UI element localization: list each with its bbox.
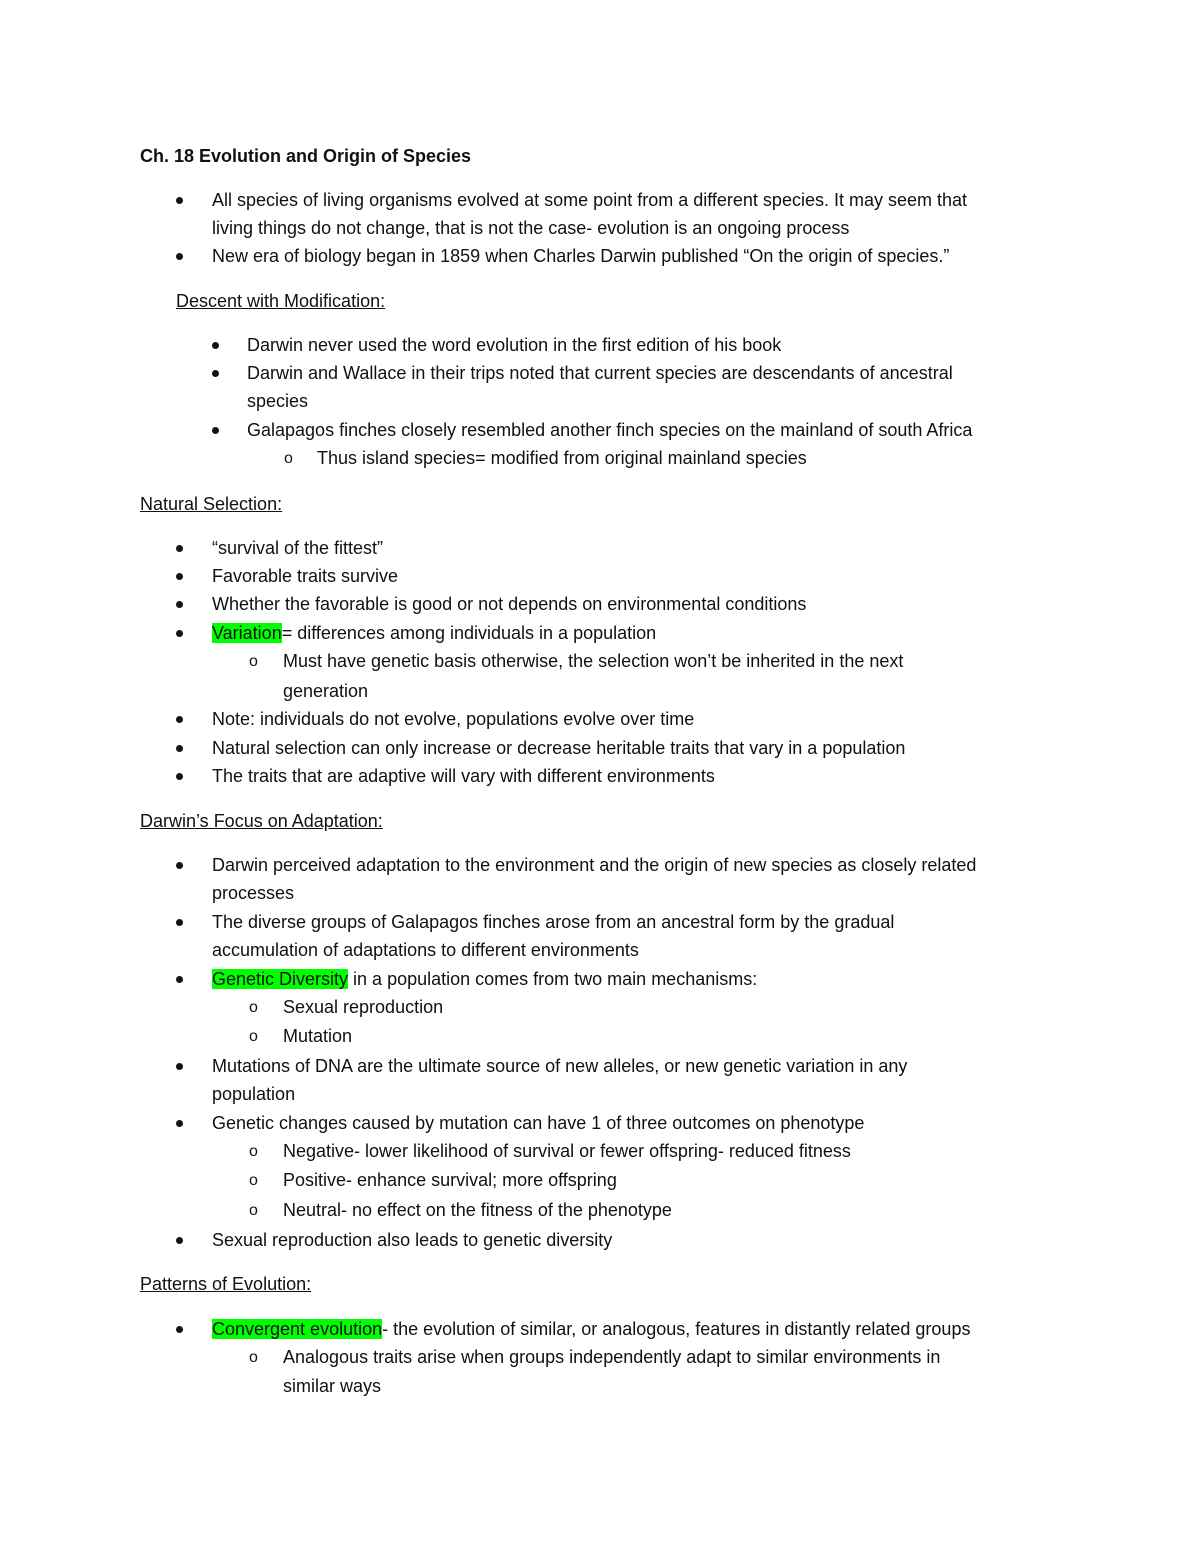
adaptation-sub-bullet-2: Mutation — [283, 1026, 353, 1046]
natural-sub-bullet-1-line-1: Must have genetic basis otherwise, the selection won’t be inherited in the next — [283, 651, 904, 671]
highlighted-term: Variation — [212, 623, 282, 643]
bullet-icon — [176, 573, 183, 580]
descent-bullet-2-line-2: species — [247, 391, 309, 411]
adaptation-sub-bullet-5: Neutral- no effect on the fitness of the phenotype — [283, 1200, 672, 1220]
sub-bullet-icon: o — [249, 1172, 258, 1189]
natural-bullet-5: Note: individuals do not evolve, populations evolve over time — [212, 709, 695, 729]
sub-bullet-icon: o — [249, 999, 258, 1016]
adaptation-sub-bullet-4: Positive- enhance survival; more offspring — [283, 1170, 617, 1190]
natural-bullet-1: “survival of the fittest” — [212, 538, 384, 558]
bullet-icon — [176, 773, 183, 780]
bullet-icon — [176, 1326, 183, 1333]
bullet-icon — [176, 919, 183, 926]
bullet-icon — [212, 370, 219, 377]
section-heading-patterns: Patterns of Evolution: — [140, 1274, 312, 1294]
bullet-icon — [176, 253, 183, 260]
adaptation-bullet-1-line-2: processes — [212, 883, 295, 903]
adaptation-bullet-5: Genetic changes caused by mutation can have 1 of three outcomes on phenotype — [212, 1113, 865, 1133]
descent-sub-bullet-1: Thus island species= modified from original mainland species — [317, 448, 807, 468]
natural-bullet-4 — [212, 622, 656, 644]
intro-bullet-1-line-1: All species of living organisms evolved at some point from a different species. It may seem that — [212, 190, 968, 210]
section-heading-descent: Descent with Modification: — [176, 291, 386, 311]
term-definition: in a population comes from two main mechanisms: — [348, 969, 758, 989]
sub-bullet-icon: o — [249, 1349, 258, 1366]
adaptation-bullet-4-line-2: population — [212, 1084, 296, 1104]
bullet-icon — [212, 427, 219, 434]
bullet-icon — [176, 716, 183, 723]
term-definition: = differences among individuals in a population — [281, 623, 657, 643]
sub-bullet-icon: o — [249, 1143, 258, 1160]
bullet-icon — [212, 342, 219, 349]
section-heading-natural-selection: Natural Selection: — [140, 494, 283, 514]
adaptation-bullet-1-line-1: Darwin perceived adaptation to the environment and the origin of new species as closely related — [212, 855, 977, 875]
bullet-icon — [176, 601, 183, 608]
patterns-sub-bullet-1-line-2: similar ways — [283, 1376, 382, 1396]
highlighted-term: Genetic Diversity — [212, 969, 349, 989]
section-heading-adaptation: Darwin’s Focus on Adaptation: — [140, 811, 383, 831]
adaptation-bullet-4-line-1: Mutations of DNA are the ultimate source of new alleles, or new genetic variation in any — [212, 1056, 908, 1076]
bullet-icon — [176, 1120, 183, 1127]
bullet-icon — [176, 545, 183, 552]
bullet-icon — [176, 976, 183, 983]
natural-bullet-6: Natural selection can only increase or decrease heritable traits that vary in a population — [212, 738, 906, 758]
sub-bullet-icon: o — [249, 1028, 258, 1045]
term-definition: - the evolution of similar, or analogous, features in distantly related groups — [382, 1319, 971, 1339]
adaptation-bullet-3 — [212, 968, 757, 990]
bullet-icon — [176, 745, 183, 752]
patterns-bullet-1 — [212, 1318, 970, 1340]
bullet-icon — [176, 630, 183, 637]
adaptation-bullet-2-line-2: accumulation of adaptations to different environments — [212, 940, 639, 960]
adaptation-bullet-2-line-1: The diverse groups of Galapagos finches arose from an ancestral form by the gradual — [212, 912, 895, 932]
adaptation-sub-bullet-3: Negative- lower likelihood of survival or fewer offspring- reduced fitness — [283, 1141, 851, 1161]
sub-bullet-icon: o — [284, 450, 293, 467]
sub-bullet-icon: o — [249, 1202, 258, 1219]
intro-bullet-1-line-2: living things do not change, that is not the case- evolution is an ongoing process — [212, 218, 850, 238]
adaptation-sub-bullet-1: Sexual reproduction — [283, 997, 444, 1017]
natural-bullet-3: Whether the favorable is good or not depends on environmental conditions — [212, 594, 807, 614]
descent-bullet-2-line-1: Darwin and Wallace in their trips noted that current species are descendants of ancestral — [247, 363, 953, 383]
natural-bullet-7: The traits that are adaptive will vary with different environments — [212, 766, 715, 786]
intro-bullet-2: New era of biology began in 1859 when Charles Darwin published “On the origin of species.” — [212, 246, 950, 266]
patterns-sub-bullet-1-line-1: Analogous traits arise when groups independently adapt to similar environments in — [283, 1347, 941, 1367]
natural-bullet-2: Favorable traits survive — [212, 566, 399, 586]
adaptation-bullet-6: Sexual reproduction also leads to genetic diversity — [212, 1230, 613, 1250]
page-title: Ch. 18 Evolution and Origin of Species — [140, 146, 472, 166]
bullet-icon — [176, 1063, 183, 1070]
bullet-icon — [176, 1237, 183, 1244]
descent-bullet-3: Galapagos finches closely resembled another finch species on the mainland of south Africa — [247, 420, 973, 440]
sub-bullet-icon: o — [249, 653, 258, 670]
bullet-icon — [176, 862, 183, 869]
highlighted-term: Convergent evolution — [212, 1319, 383, 1339]
descent-bullet-1: Darwin never used the word evolution in the first edition of his book — [247, 335, 782, 355]
natural-sub-bullet-1-line-2: generation — [283, 681, 369, 701]
bullet-icon — [176, 197, 183, 204]
